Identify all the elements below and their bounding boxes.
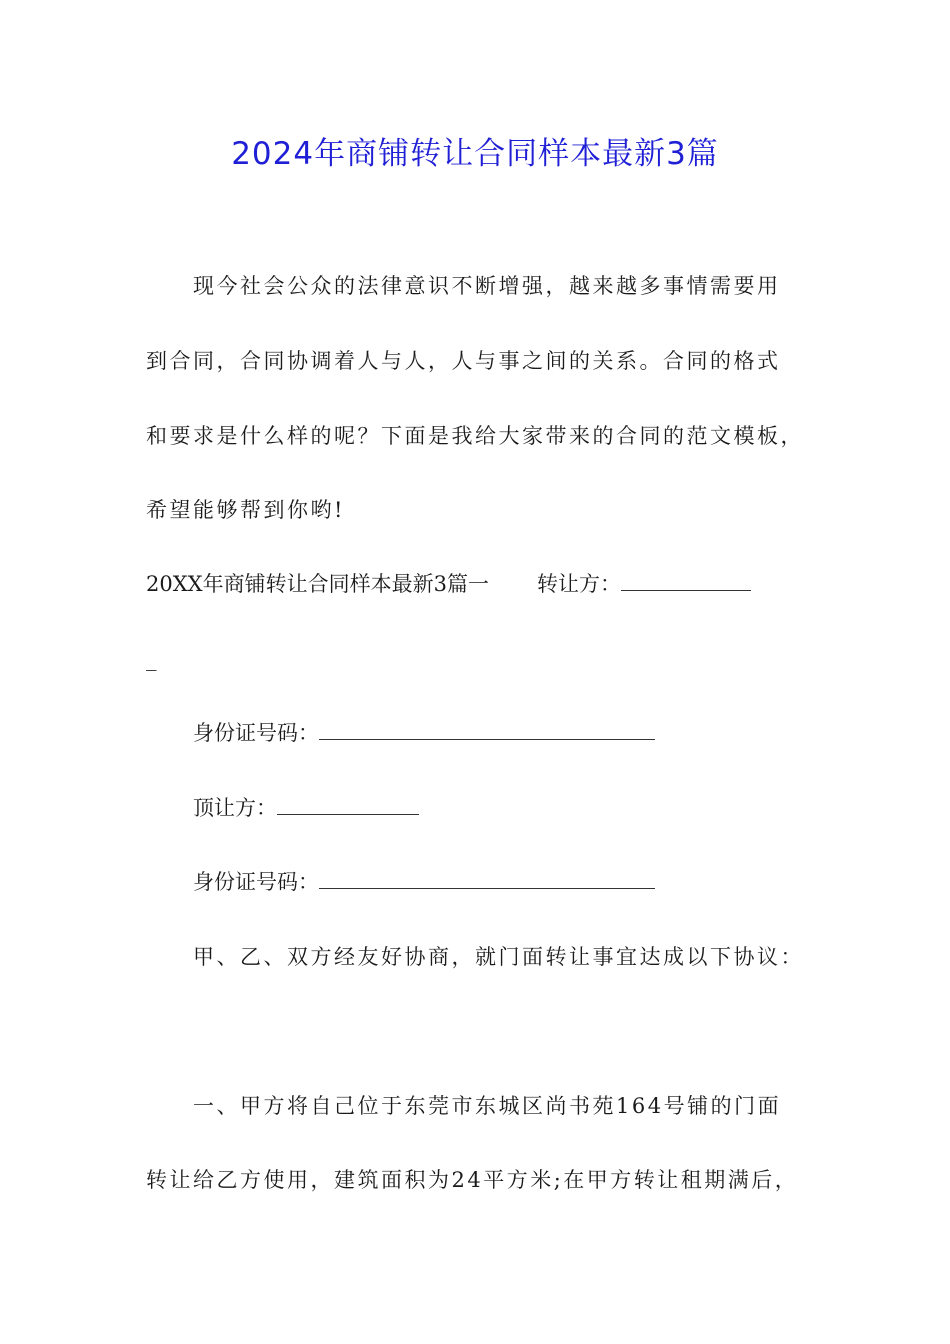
transferor-blank [621,570,751,591]
transferor-id-blank [319,719,655,740]
transferor-id-line [193,718,655,748]
transferee-blank [277,794,419,815]
intro-line-4: 希望能够帮到你哟! [146,498,345,522]
transferee-line [193,793,419,823]
transferor-id-label: 身份证号码： [193,721,319,745]
transferee-id-line [193,867,655,897]
section-heading: 20XX年商铺转让合同样本最新3篇一 [146,572,489,596]
section-heading-line [146,569,751,599]
clause-1-line-1: 一、甲方将自己位于东莞市东城区尚书苑164号铺的门面 [193,1094,782,1118]
intro-line-1: 现今社会公众的法律意识不断增强，越来越多事情需要用 [193,274,781,298]
clause-1-line-2: 转让给乙方使用，建筑面积为24平方米;在甲方转让租期满后， [146,1168,799,1192]
transferee-id-blank [319,868,655,889]
transferee-label: 顶让方： [193,796,277,820]
transferee-id-label: 身份证号码： [193,870,319,894]
intro-line-3: 和要求是什么样的呢？下面是我给大家带来的合同的范文模板， [146,424,804,448]
agreement-line: 甲、乙、双方经友好协商，就门面转让事宜达成以下协议： [193,945,804,969]
transferor-overflow: _ [146,647,157,671]
document-title: 2024年商铺转让合同样本最新3篇 [231,136,719,172]
transferor-label: 转让方： [536,572,621,596]
intro-line-2: 到合同，合同协调着人与人，人与事之间的关系。合同的格式 [146,349,781,373]
